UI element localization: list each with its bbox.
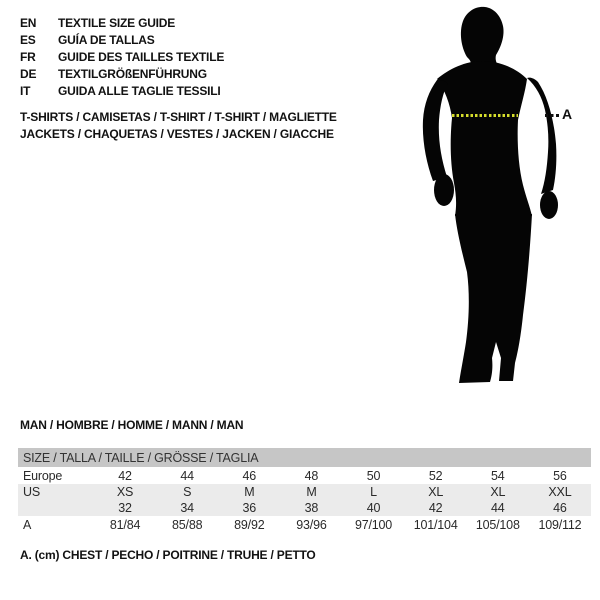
man-silhouette-svg bbox=[400, 0, 585, 400]
table-cell: 38 bbox=[304, 501, 319, 515]
table-cell: 32 bbox=[118, 501, 132, 515]
size-table-header-row bbox=[18, 448, 591, 467]
table-cell: 56 bbox=[553, 468, 567, 483]
table-cell: M bbox=[244, 485, 255, 499]
table-cell: 50 bbox=[366, 468, 381, 483]
table-cell: 54 bbox=[491, 468, 505, 483]
table-cell: 109/112 bbox=[538, 517, 582, 532]
table-cell: S bbox=[183, 485, 192, 499]
table-cell: 48 bbox=[304, 468, 319, 483]
language-row-it bbox=[20, 83, 224, 100]
language-row-de bbox=[20, 66, 224, 83]
table-cell: 34 bbox=[180, 501, 194, 515]
row-label: US bbox=[23, 485, 40, 499]
table-row-europe bbox=[18, 467, 591, 484]
size-table bbox=[18, 448, 591, 533]
language-code: IT bbox=[20, 84, 31, 98]
table-cell: 46 bbox=[553, 501, 567, 515]
language-code: EN bbox=[20, 16, 37, 30]
table-cell: 44 bbox=[491, 501, 505, 515]
language-row-fr bbox=[20, 49, 224, 66]
measure-label-a: A bbox=[562, 106, 573, 122]
table-cell: 36 bbox=[242, 501, 257, 515]
table-cell: 42 bbox=[118, 468, 132, 483]
language-row-es bbox=[20, 32, 224, 49]
table-cell: 52 bbox=[428, 468, 443, 483]
language-label: GUÍA DE TALLAS bbox=[58, 33, 155, 47]
table-cell: 105/108 bbox=[475, 517, 520, 532]
language-code: FR bbox=[20, 50, 36, 64]
table-row-us bbox=[18, 484, 591, 500]
category-jackets: JACKETS / CHAQUETAS / VESTES / JACKEN / GIACCHE bbox=[20, 127, 334, 141]
table-cell: 89/92 bbox=[234, 517, 265, 532]
language-label: TEXTILGRÖßENFÜHRUNG bbox=[58, 67, 207, 81]
chest-measure-dashes bbox=[452, 114, 518, 117]
footnote-chest-measure: A. (cm) CHEST / PECHO / POITRINE / TRUHE / PETTO bbox=[20, 548, 316, 562]
table-cell: 44 bbox=[180, 468, 194, 483]
table-cell: L bbox=[370, 485, 377, 499]
table-cell: XL bbox=[428, 485, 444, 499]
table-row-a-chest bbox=[18, 516, 591, 533]
measure-leader-dashes bbox=[545, 114, 559, 117]
table-cell: 40 bbox=[366, 501, 381, 515]
row-label: Europe bbox=[23, 468, 63, 483]
language-label: GUIDA ALLE TAGLIE TESSILI bbox=[58, 84, 221, 98]
table-row-alt-sizes bbox=[18, 500, 591, 516]
table-cell: M bbox=[306, 485, 317, 499]
row-label: A bbox=[23, 517, 32, 532]
size-table-header-label: SIZE / TALLA / TAILLE / GRÖSSE / TAGLIA bbox=[23, 450, 259, 465]
table-cell: XXL bbox=[548, 485, 572, 499]
language-row-en bbox=[20, 15, 224, 32]
language-list bbox=[20, 15, 224, 100]
language-code: DE bbox=[20, 67, 37, 81]
category-tshirts: T-SHIRTS / CAMISETAS / T-SHIRT / T-SHIRT / MAGLIETTE bbox=[20, 110, 337, 124]
table-cell: XS bbox=[116, 485, 134, 499]
table-cell: 46 bbox=[242, 468, 257, 483]
section-title-man: MAN / HOMBRE / HOMME / MANN / MAN bbox=[20, 418, 244, 432]
table-cell: 42 bbox=[428, 501, 443, 515]
table-cell: 85/88 bbox=[172, 517, 203, 532]
table-cell: 81/84 bbox=[109, 517, 141, 532]
man-silhouette-figure bbox=[400, 0, 585, 400]
table-cell: 97/100 bbox=[355, 517, 393, 532]
language-code: ES bbox=[20, 33, 36, 47]
garment-categories bbox=[20, 109, 337, 143]
table-cell: XL bbox=[490, 485, 506, 499]
language-label: TEXTILE SIZE GUIDE bbox=[58, 16, 176, 30]
silhouette-shape bbox=[423, 7, 558, 383]
language-label: GUIDE DES TAILLES TEXTILE bbox=[58, 50, 225, 64]
table-cell: 93/96 bbox=[296, 517, 327, 532]
table-cell: 101/104 bbox=[413, 517, 458, 532]
